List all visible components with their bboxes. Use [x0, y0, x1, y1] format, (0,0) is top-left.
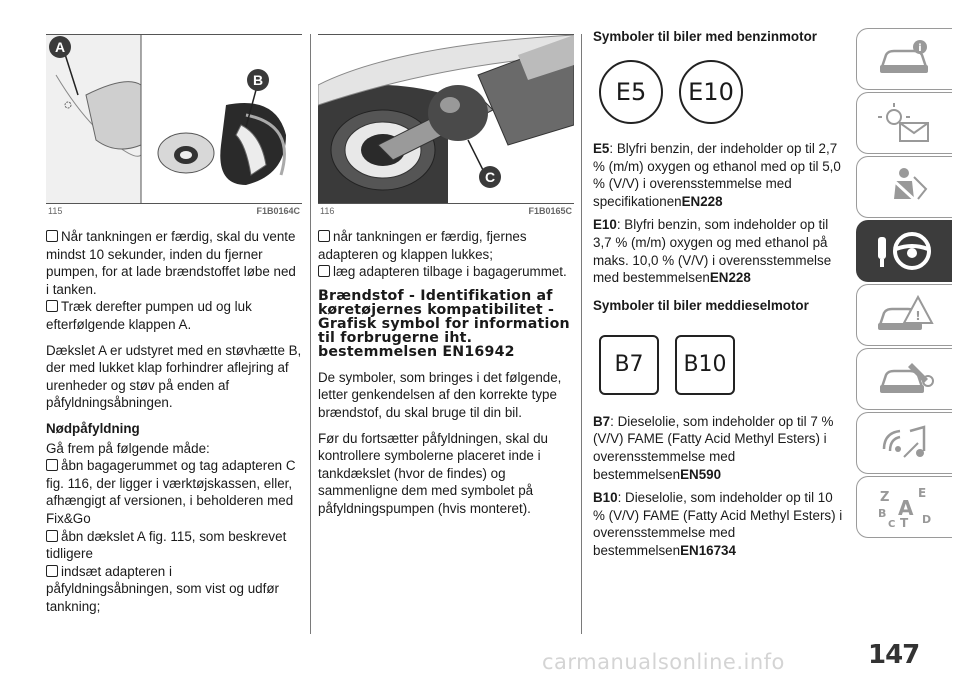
- watermark: carmanualsonline.info: [542, 650, 785, 674]
- figure-caption-115: [46, 206, 302, 220]
- svg-text:!: !: [914, 309, 921, 323]
- column-divider: [310, 34, 311, 634]
- paragraph: Gå frem på følgende måde:: [46, 440, 210, 456]
- symbol-b10: B10: [675, 335, 735, 395]
- multimedia-icon: [874, 421, 936, 465]
- column-3: [593, 28, 843, 566]
- car-info-icon: [874, 37, 936, 81]
- bullet-text: Når tankningen er færdig, skal du vente mindst 10 sekunder, inden du fjerner pumpen, for at lade brændstoffet løbe ned i tanken.: [46, 228, 302, 298]
- bullet-text: når tankningen er færdig, fjernes adapteren og klappen lukkes;: [318, 228, 574, 263]
- svg-text:D: D: [921, 513, 931, 526]
- section-heading: Brændstof - Identifikation af køretøjernes kompatibilitet - Grafisk symbol for information til forbrugerne iht. bestemmelsen EN16942: [318, 287, 570, 360]
- svg-text:Z: Z: [879, 490, 889, 505]
- page-number: 147: [868, 640, 920, 670]
- figure-code: F1B0164C: [256, 206, 300, 216]
- svg-text:E: E: [917, 486, 926, 500]
- adapter-illustration: [318, 35, 574, 204]
- symbol-e5: E5: [599, 60, 663, 124]
- tab-maintenance[interactable]: [856, 348, 952, 410]
- emergency-icon: [874, 293, 936, 337]
- symbol-b7: B7: [599, 335, 659, 395]
- maintenance-icon: [874, 357, 936, 401]
- warning-lights-icon: [874, 101, 936, 145]
- symbol-e10: E10: [679, 60, 743, 124]
- figure-115: [46, 34, 302, 204]
- callout-a: A: [54, 39, 66, 55]
- bullet-text: læg adapteren tilbage i bagagerummet.: [318, 263, 574, 281]
- index-icon: [874, 485, 936, 529]
- bullet-text: indsæt adapteren i påfyldningsåbningen, som vist og udfør tankning;: [46, 563, 302, 616]
- diesel-symbols: [599, 335, 843, 395]
- svg-text:T: T: [899, 516, 908, 529]
- tab-starting-driving[interactable]: [856, 220, 952, 282]
- tab-car-info[interactable]: [856, 28, 952, 90]
- svg-text:C: C: [887, 519, 895, 529]
- safety-icon: [874, 165, 936, 209]
- tab-emergency[interactable]: [856, 284, 952, 346]
- figure-caption-116: [318, 206, 574, 220]
- b10-description: B10: Dieselolie, som indeholder op til 10 % (V/V) FAME (Fatty Acid Methyl Esters) i overensstemmelse med bestemmelsenEN16734: [593, 490, 843, 558]
- b7-description: B7: Dieselolie, som indeholder op til 7 % (V/V) FAME (Fatty Acid Methyl Esters) i overensstemmelse med bestemmelsenEN590: [593, 413, 834, 482]
- callout-b: B: [252, 72, 264, 88]
- figure-116: [318, 34, 574, 204]
- column-divider: [581, 34, 582, 634]
- paragraph: Før du fortsætter påfyldningen, skal du kontrollere symbolerne placeret inde i tankdækslet (hvor de findes) og sammenligne dem med symbolet på påfyldningspumpen (hvis monteret).: [318, 430, 548, 516]
- column-1: [46, 34, 302, 615]
- petrol-heading: Symboler til biler med benzinmotor: [593, 29, 817, 44]
- chapter-tabs: [856, 28, 952, 540]
- tab-warning-lights[interactable]: [856, 92, 952, 154]
- tab-safety[interactable]: [856, 156, 952, 218]
- figure-number: 116: [320, 206, 335, 216]
- bullet-text: åbn bagagerummet og tag adapteren C fig. 116, der ligger i værktøjskassen, eller, afhængigt af versionen, i beholderen med Fix&Go: [46, 457, 302, 527]
- callout-c: C: [484, 169, 496, 185]
- svg-text:A: A: [897, 496, 913, 520]
- steering-wheel-icon: [874, 229, 936, 273]
- diesel-heading: Symboler til biler meddieselmotor: [593, 297, 809, 313]
- svg-text:i: i: [917, 43, 922, 54]
- svg-text:B: B: [877, 507, 886, 520]
- e10-description: E10: Blyfri benzin, som indeholder op til 3,7 % (m/m) oxygen og med ethanol på maks. 10,0 % (V/V) i overensstemmelse med bestemmelsenEN228: [593, 217, 832, 286]
- bullet-text: Træk derefter pumpen ud og luk efterfølgende klappen A.: [46, 298, 302, 333]
- e5-description: E5: Blyfri benzin, der indeholder op til 2,7 % (m/m) oxygen og ethanol med op til 5,0 % (V/V) i overensstemmelse med specifikationenEN228: [593, 141, 841, 209]
- figure-number: 115: [48, 206, 63, 216]
- fuel-door-illustration: [46, 35, 302, 204]
- tab-multimedia[interactable]: [856, 412, 952, 474]
- tab-index[interactable]: [856, 476, 952, 538]
- paragraph: Dækslet A er udstyret med en støvhætte B, der med lukket klap forhindrer aflejring af urenheder og støv på enden af påfyldningsåbningen.: [46, 342, 302, 411]
- paragraph: De symboler, som bringes i det følgende, letter genkendelsen af den korrekte type brændstof, du skal bruge til din bil.: [318, 369, 562, 420]
- bullet-text: åbn dækslet A fig. 115, som beskrevet tidligere: [46, 528, 302, 563]
- petrol-symbols: [599, 60, 843, 124]
- column-2: [318, 34, 574, 526]
- subheading: Nødpåfyldning: [46, 420, 140, 436]
- figure-code: F1B0165C: [528, 206, 572, 216]
